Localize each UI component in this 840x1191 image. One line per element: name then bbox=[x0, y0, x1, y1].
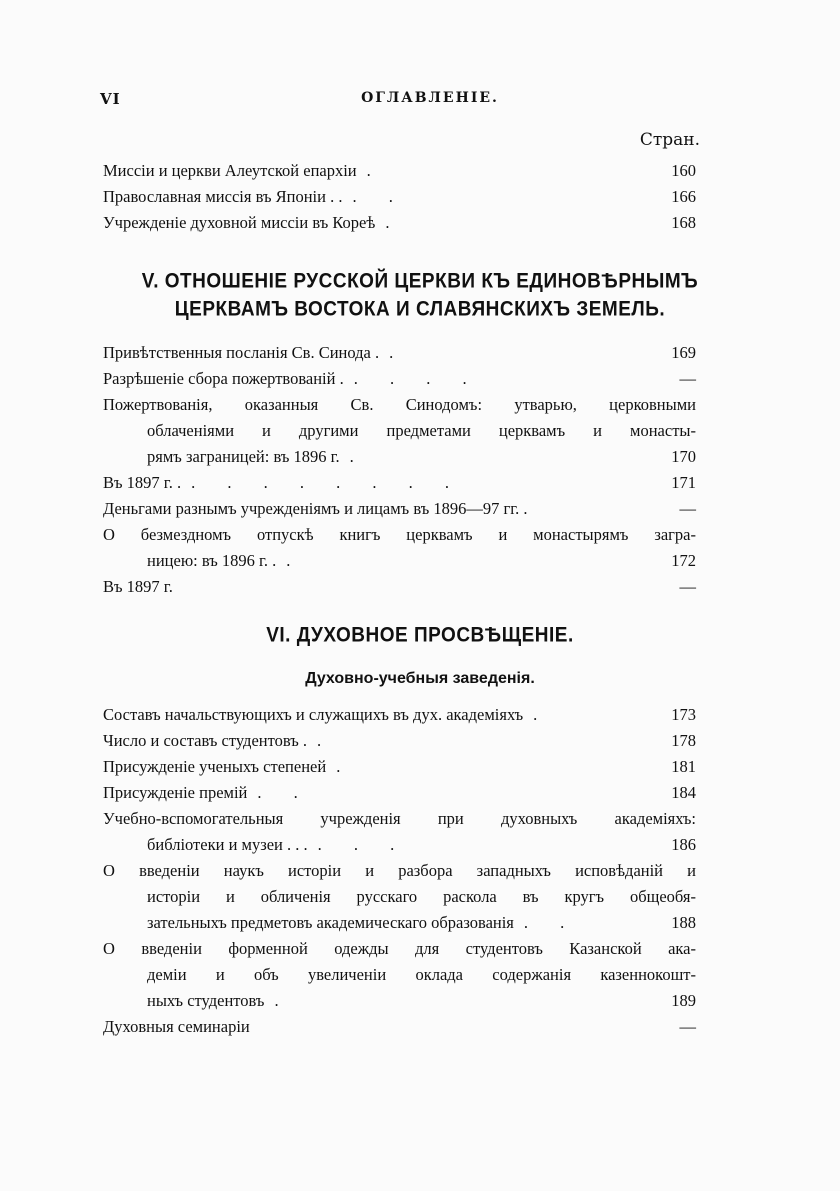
toc-entry-text: О безмездномъ отпускѣ книгъ церквамъ и монастырямъ загра- bbox=[103, 525, 696, 544]
toc-page-number: 160 bbox=[671, 161, 696, 180]
toc-entry-text: рямъ заграницей: въ 1896 г. bbox=[147, 447, 340, 466]
toc-entry-text: Привѣтственныя посланія Св. Синода . bbox=[103, 343, 380, 362]
toc-entry-text: Въ 1897 г. bbox=[103, 577, 173, 596]
leader-dots: . . bbox=[257, 783, 312, 802]
leader-dots: . . . . bbox=[353, 369, 481, 388]
toc-entry bbox=[103, 496, 696, 522]
toc-entry bbox=[103, 184, 696, 210]
toc-entry-text: Присужденіе ученыхъ степеней bbox=[103, 757, 327, 776]
toc-entry-text-continued: исторіи и обличенія русскаго раскола въ кругъ общеобя- bbox=[147, 887, 696, 906]
toc-entry bbox=[103, 910, 696, 936]
toc-entry-text: Разрѣшеніе сбора пожертвованій . bbox=[103, 369, 344, 388]
leader-dots: . . bbox=[352, 187, 407, 206]
toc-entry-text: Составъ начальствующихъ и служащихъ въ дух. академіяхъ bbox=[103, 705, 524, 724]
toc-page-number: 173 bbox=[671, 705, 696, 724]
toc-page-number: 184 bbox=[671, 783, 696, 802]
section-vi-subheading: Духовно-учебныя заведенія. bbox=[305, 670, 535, 687]
toc-page-number: 172 bbox=[671, 551, 696, 570]
toc-entry-text: Духовныя семинаріи bbox=[103, 1017, 250, 1036]
toc-page-number: — bbox=[679, 499, 696, 518]
leader-dots: . . bbox=[523, 913, 579, 932]
toc-page-number: 168 bbox=[671, 213, 696, 232]
toc-entry-text: Миссіи и церкви Алеутской епархіи bbox=[103, 161, 357, 180]
leader-dots: . . . . . . . . bbox=[191, 473, 463, 492]
toc-entry-text: О введеніи наукъ исторіи и разбора западныхъ исповѣданій и bbox=[103, 861, 696, 880]
toc-group-missions bbox=[103, 158, 696, 236]
toc-entry-text: Въ 1897 г. . bbox=[103, 473, 182, 492]
leader-dots: . bbox=[286, 551, 305, 570]
toc-entry bbox=[103, 754, 696, 780]
toc-entry-text: Учрежденіе духовной миссіи въ Кореѣ bbox=[103, 213, 376, 232]
toc-entry-text: ницею: въ 1896 г. . bbox=[147, 551, 277, 570]
toc-page-number: 169 bbox=[671, 343, 696, 362]
toc-entry-text: Деньгами разнымъ учрежденіямъ и лицамъ въ 1896—97 гг. . bbox=[103, 499, 528, 518]
toc-page-number: 189 bbox=[671, 991, 696, 1010]
toc-entry-text: Учебно-вспомогательныя учрежденія при духовныхъ академіяхъ: bbox=[103, 809, 696, 828]
toc-entry-text: Пожертвованія, оказанныя Св. Синодомъ: утварью, церковными bbox=[103, 395, 696, 414]
toc-entry-text: ныхъ студентовъ bbox=[147, 991, 265, 1010]
toc-entry bbox=[103, 988, 696, 1014]
page-numeral: VI bbox=[100, 90, 121, 108]
toc-entry bbox=[103, 158, 696, 184]
toc-page-number: 178 bbox=[671, 731, 696, 750]
leader-dots: . . . bbox=[317, 835, 409, 854]
toc-entry bbox=[103, 366, 696, 392]
toc-entry bbox=[103, 444, 696, 470]
toc-page-number: 171 bbox=[671, 473, 696, 492]
toc-entry-text: библіотеки и музеи . . . bbox=[147, 835, 308, 854]
toc-page-number: — bbox=[679, 369, 696, 388]
leader-dots: . bbox=[389, 343, 408, 362]
toc-entry-text-continued: деміи и объ увеличеніи оклада содержанія казеннокошт- bbox=[147, 965, 696, 984]
toc-page-number: — bbox=[679, 1017, 696, 1036]
toc-entry bbox=[103, 548, 696, 574]
toc-entry-text-continued: облаченіями и другими предметами церквамъ и монасты- bbox=[147, 421, 696, 440]
toc-entry-text: Православная миссія въ Японіи . . bbox=[103, 187, 343, 206]
toc-group-section-vi bbox=[103, 702, 696, 1040]
toc-entry bbox=[103, 210, 696, 236]
leader-dots: . bbox=[349, 447, 368, 466]
toc-entry bbox=[103, 832, 696, 858]
toc-entry-text: О введеніи форменной одежды для студентовъ Казанской ака- bbox=[103, 939, 696, 958]
toc-entry bbox=[103, 702, 696, 728]
toc-entry bbox=[103, 574, 696, 600]
running-title: ОГЛАВЛЕНІЕ. bbox=[361, 90, 499, 106]
toc-entry bbox=[103, 1014, 696, 1040]
toc-page-number: 181 bbox=[671, 757, 696, 776]
leader-dots: . bbox=[317, 731, 336, 750]
toc-page-number: 166 bbox=[671, 187, 696, 206]
toc-entry bbox=[103, 470, 696, 496]
leader-dots: . bbox=[336, 757, 355, 776]
section-vi-heading: VI. ДУХОВНОЕ ПРОСВѢЩЕНІЕ. bbox=[266, 623, 574, 647]
toc-entry bbox=[103, 340, 696, 366]
toc-entry bbox=[103, 780, 696, 806]
leader-dots: . bbox=[385, 213, 404, 232]
toc-page-number: 188 bbox=[671, 913, 696, 932]
leader-dots: . bbox=[366, 161, 385, 180]
toc-page-number: 186 bbox=[671, 835, 696, 854]
toc-entry-text: зательныхъ предметовъ академическаго образованія bbox=[147, 913, 514, 932]
leader-dots: . bbox=[533, 705, 552, 724]
section-v-heading-line1: V. ОТНОШЕНІЕ РУССКОЙ ЦЕРКВИ КЪ ЕДИНОВѢРНЫМЪ bbox=[141, 269, 699, 293]
toc-entry-text: Присужденіе премій bbox=[103, 783, 248, 802]
page-column-label: Стран. bbox=[639, 130, 700, 150]
toc-entry bbox=[103, 728, 696, 754]
toc-page-number: 170 bbox=[671, 447, 696, 466]
toc-entry-text: Число и составъ студентовъ . bbox=[103, 731, 308, 750]
toc-page-number: — bbox=[679, 577, 696, 596]
section-v-heading-line2: ЦЕРКВАМЪ ВОСТОКА И СЛАВЯНСКИХЪ ЗЕМЕЛЬ. bbox=[174, 297, 666, 321]
toc-group-section-v bbox=[103, 340, 696, 600]
leader-dots: . bbox=[274, 991, 293, 1010]
